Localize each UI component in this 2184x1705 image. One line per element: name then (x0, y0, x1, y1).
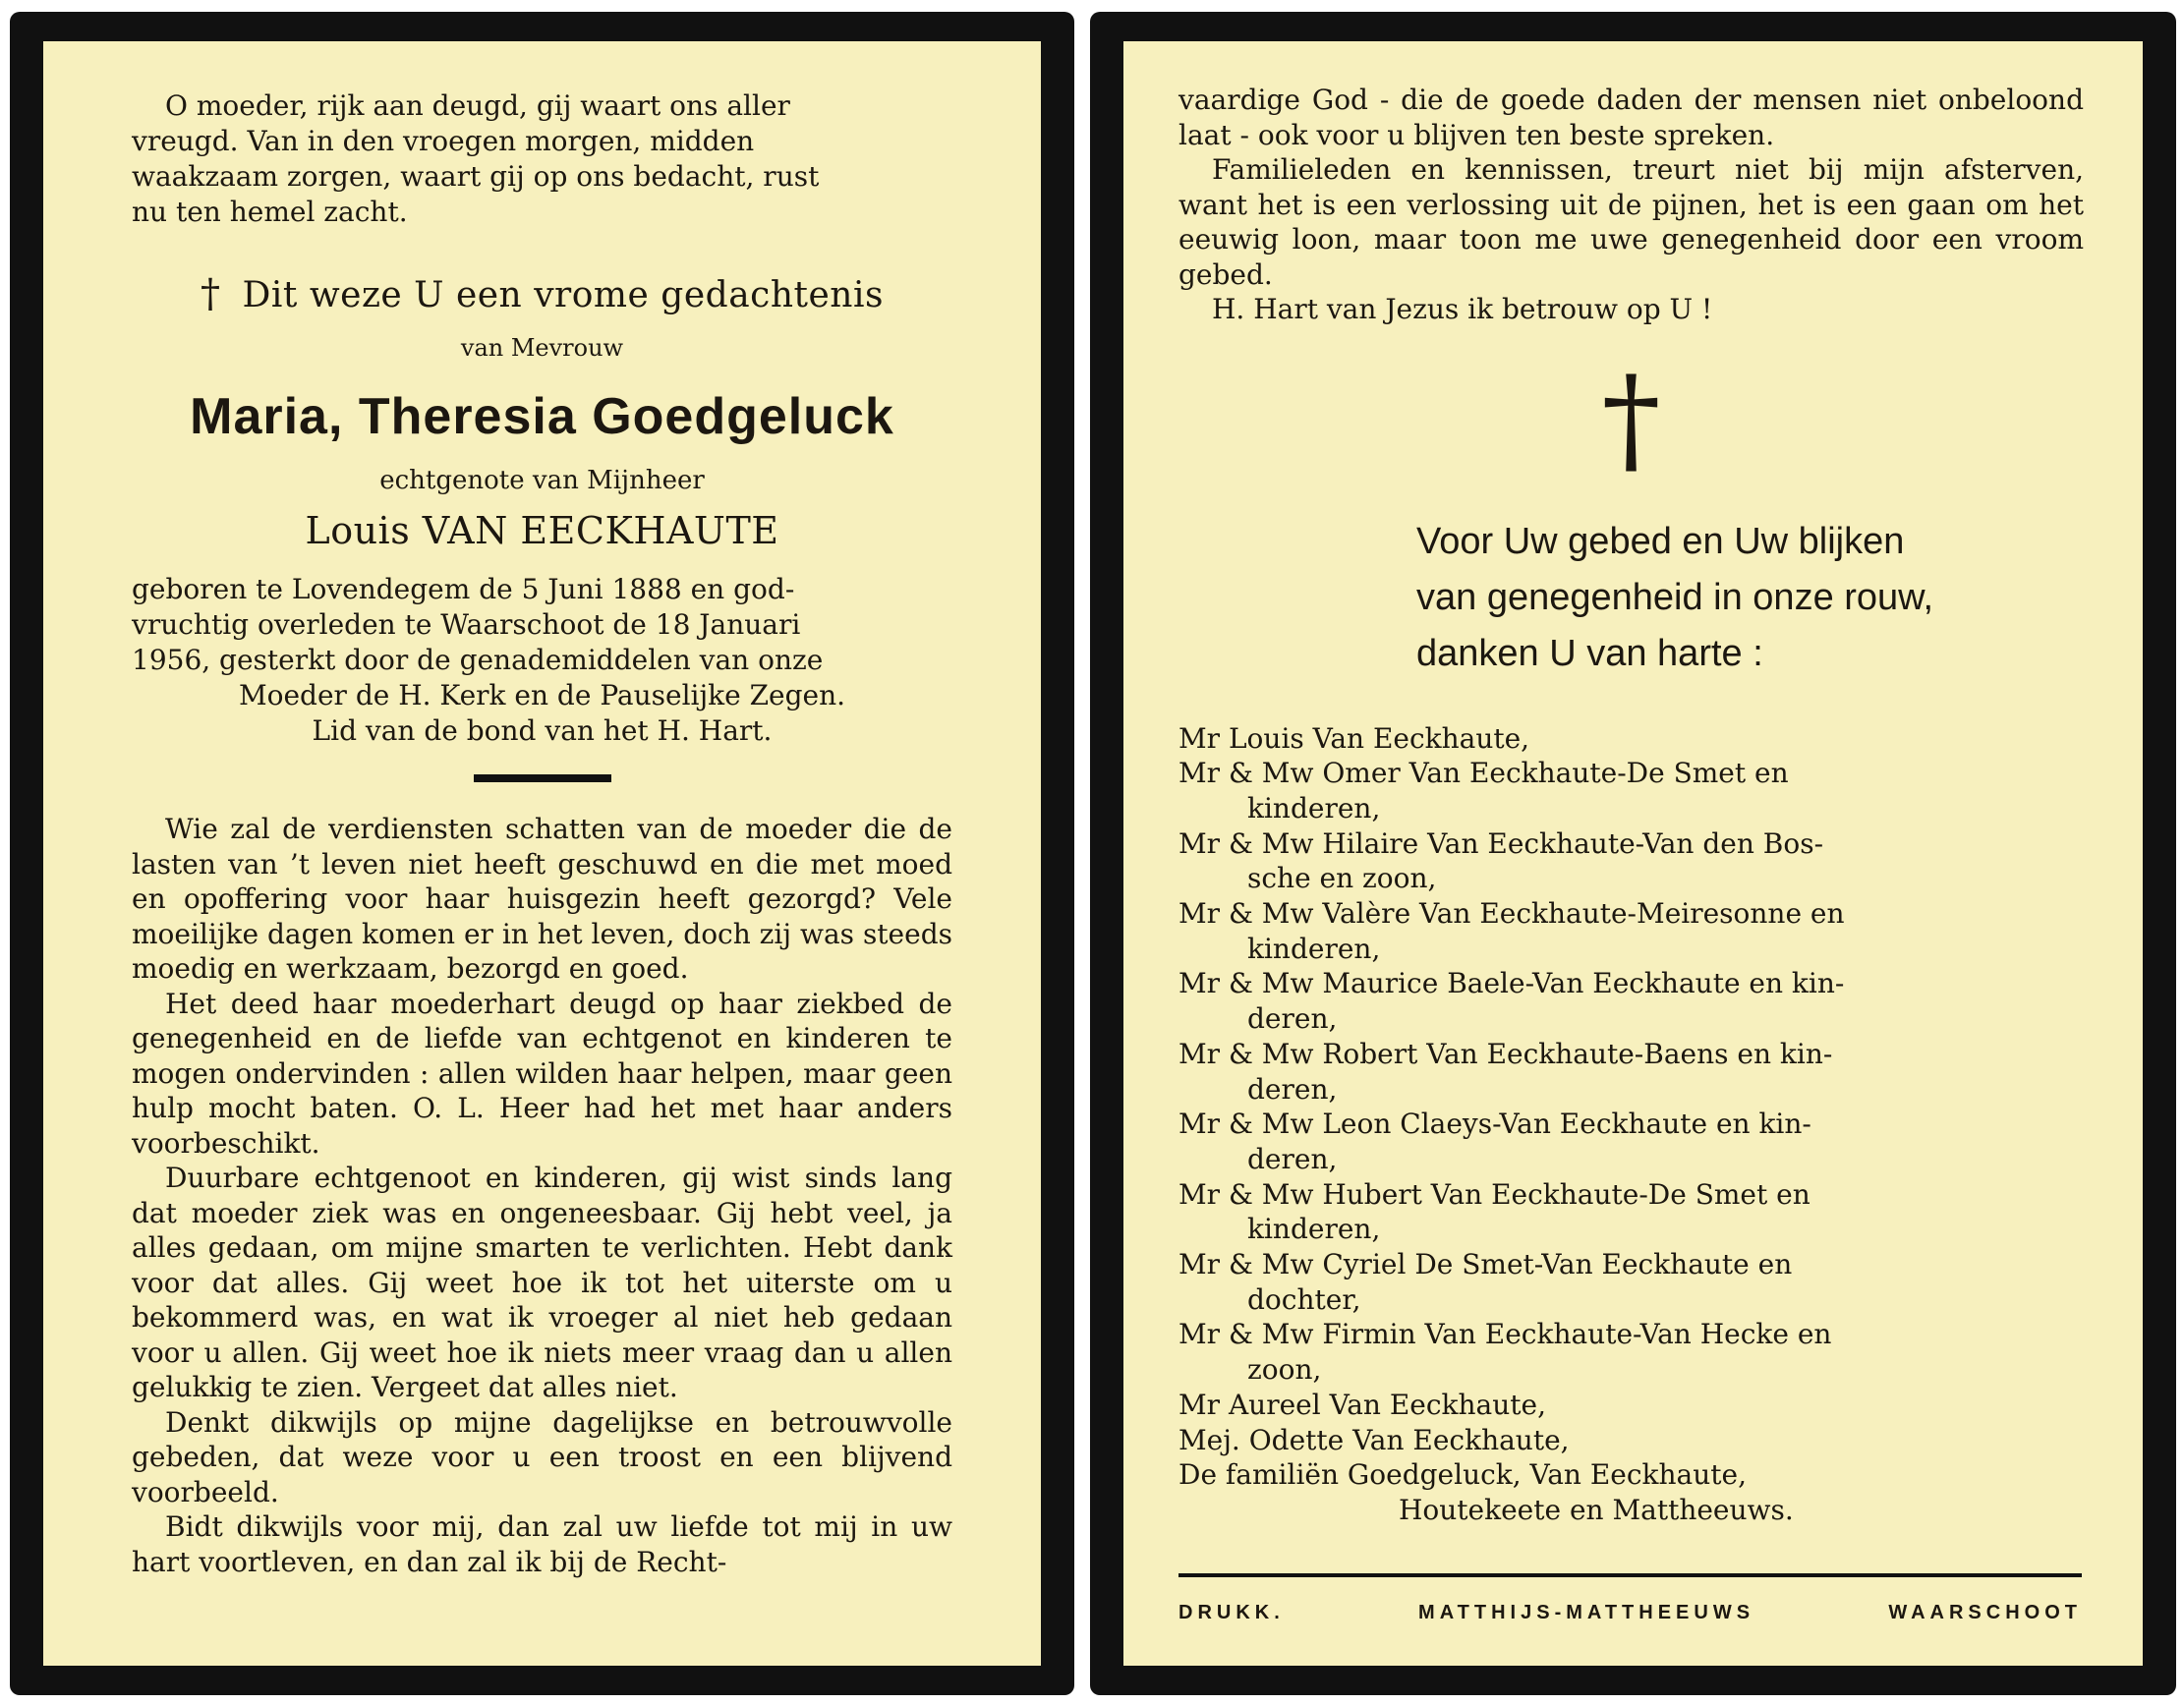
memorial-heading-row (132, 271, 952, 316)
memorial-paragraph: Wie zal de verdiensten schatten van de moeder die de lasten van ’t leven niet heeft geschuwd en die met moed en opoffering voor haar huisgezin heeft gezorgd? Vele moeilijke dagen komen er in het leven, doch zij was steeds moedig en werkzaam, bezorgd en goed. (132, 813, 952, 985)
family-entry-line: Mr & Mw Cyriel De Smet-Van Eeckhaute en (1178, 1248, 1793, 1281)
memorial-paragraph: Familieleden en kennissen, treurt niet bij mijn afsterven, want het is een verlossing uit de pijnen, het is een gaan om het eeuwig loon, maar toon me uwe genegenheid door een vroom gebed. (1178, 153, 2084, 291)
memorial-paragraph: Bidt dikwijls voor mij, dan zal uw liefde tot mij in uw hart voortleven, en dan zal ik bij de Recht- (132, 1510, 952, 1578)
family-list (1178, 721, 2084, 1493)
right-paper (1123, 41, 2143, 1666)
family-entry-continuation: zoon, (1247, 1353, 1322, 1387)
family-line-text: Houtekeete en Mattheeuws. (1399, 1493, 1794, 1526)
family-entry (1178, 1317, 2084, 1387)
family-entry-line: De familiën Goedgeluck, Van Eeckhaute, (1178, 1458, 1747, 1492)
printer-part: WAARSCHOOT (1888, 1602, 2082, 1623)
family-entry-continuation: kinderen, (1247, 791, 1381, 824)
family-entry-line: Mr Louis Van Eeckhaute, (1178, 721, 1530, 755)
family-entry (1178, 896, 2084, 966)
family-entry-line: Mr & Mw Leon Claeys-Van Eeckhaute en kin- (1178, 1108, 1811, 1141)
memorial-paragraph: Het deed haar moederhart deugd op haar ziekbed de genegenheid en de liefde van echtgenot en kinderen te mogen ondervinden : allen wilden haar helpen, maar geen hulp mocht baten. O. L. Heer had het met haar anders voorbeschikt. (132, 987, 952, 1160)
family-entry (1178, 1423, 2084, 1458)
family-entry (1178, 1177, 2084, 1247)
family-entry-line: Mej. Odette Van Eeckhaute, (1178, 1423, 1570, 1456)
verse-line: O moeder, rijk aan deugd, gij waart ons aller (165, 89, 790, 122)
thanks-line: danken U van harte : (1416, 632, 1763, 674)
thanks-block (1416, 514, 2084, 682)
family-entry (1178, 756, 2084, 825)
thanks-line: van genegenheid in onze rouw, (1416, 576, 1934, 618)
family-entry-line: Mr Aureel Van Eeckhaute, (1178, 1388, 1547, 1421)
footer-rule (1178, 1573, 2082, 1577)
memorial-paragraph: Duurbare echtgenoot en kinderen, gij wist sinds lang dat moeder ziek was en ongeneesbaar. Gij hebt veel, ja alles gedaan, om mijne smarten te verlichten. Hebt dank voor dat alles. Gij weet hoe ik tot het uiterste om u bekommerd was, en wat ik vroeger al niet heb gedaan voor u allen. Gij weet hoe ik niets meer vraag dan u allen gelukkig te zien. Vergeet dat alles niet. (132, 1162, 952, 1403)
cross-icon: † (201, 271, 221, 316)
bio-line: geboren te Lovendegem de 5 Juni 1888 en god- (132, 573, 795, 605)
family-entry (1178, 1107, 2084, 1176)
family-entry-continuation: deren, (1247, 1072, 1338, 1106)
family-entry (1178, 966, 2084, 1036)
family-entry-line: Mr & Mw Omer Van Eeckhaute-De Smet en (1178, 757, 1789, 790)
family-entry-continuation: kinderen, (1247, 932, 1381, 965)
family-entry (1178, 721, 2084, 757)
memorial-paragraph: Denkt dikwijls op mijne dagelijkse en betrouwvolle gebeden, dat weze voor u een troost en een blijvend voorbeeld. (132, 1405, 952, 1508)
spouse-name: Louis VAN EECKHAUTE (305, 509, 779, 552)
bio-line: vruchtig overleden te Waarschoot de 18 Januari (132, 608, 801, 641)
opening-verse (132, 88, 952, 230)
family-entry-line: Mr & Mw Valère Van Eeckhaute-Meiresonne en (1178, 897, 1845, 931)
family-entry-continuation: kinderen, (1247, 1213, 1381, 1246)
family-entry-line: Mr & Mw Hubert Van Eeckhaute-De Smet en (1178, 1177, 1810, 1211)
family-entry-line: Mr & Mw Hilaire Van Eeckhaute-Van den Bos- (1178, 826, 1824, 860)
continued-text (1178, 83, 2084, 327)
verse-line: waakzaam zorgen, waart gij op ons bedacht, rust (132, 160, 820, 193)
printer-part: DRUKK. (1178, 1602, 1285, 1623)
memorial-paragraph: H. Hart van Jezus ik betrouw op U ! (1212, 293, 1713, 325)
family-entry-line: Mr & Mw Maurice Baele-Van Eeckhaute en kin- (1178, 967, 1845, 1000)
bio-line: Lid van de bond van het H. Hart. (312, 714, 773, 747)
family-entry (1178, 1457, 2084, 1493)
family-entry (1178, 1388, 2084, 1423)
family-entry-continuation: dochter, (1247, 1282, 1361, 1316)
printer-part: MATTHIJS-MATTHEEUWS (1418, 1602, 1755, 1623)
verse-line: nu ten hemel zacht. (132, 196, 408, 228)
van-mevrouw: van Mevrouw (460, 334, 624, 362)
right-card-page (1090, 12, 2176, 1695)
divider-bar (474, 774, 611, 782)
memorial-heading: Dit weze U een vrome gedachtenis (242, 275, 884, 315)
family-entry-continuation: deren, (1247, 1002, 1338, 1036)
bio-line: 1956, gesterkt door de genademiddelen van onze (132, 644, 824, 676)
family-entry-line: Mr & Mw Firmin Van Eeckhaute-Van Hecke en (1178, 1318, 1832, 1351)
bio-line: Moeder de H. Kerk en de Pauselijke Zegen. (238, 679, 846, 711)
family-entry-continuation: sche en zoon, (1247, 862, 1437, 895)
spouse-intro: echtgenote van Mijnheer (379, 466, 705, 495)
printer-credit (1178, 1602, 2082, 1624)
cross-icon: † (1601, 351, 1661, 488)
family-entry-line: Mr & Mw Robert Van Eeckhaute-Baens en kin- (1178, 1037, 1833, 1070)
memorial-paragraph: vaardige God - die de goede daden der mensen niet onbeloond laat - ook voor u blijven ten beste spreken. (1178, 84, 2084, 151)
verse-line: vreugd. Van in den vroegen morgen, midden (132, 125, 755, 157)
left-card-page (10, 12, 1074, 1695)
family-entry (1178, 1037, 2084, 1107)
memorial-text (132, 812, 952, 1579)
biography (132, 572, 952, 749)
deceased-name: Maria, Theresia Goedgeluck (190, 388, 894, 445)
family-entry-continuation: deren, (1247, 1142, 1338, 1175)
left-paper (43, 41, 1041, 1666)
thanks-line: Voor Uw gebed en Uw blijken (1416, 520, 1905, 562)
family-last-line (1178, 1493, 2084, 1528)
family-entry (1178, 1247, 2084, 1317)
family-entry (1178, 826, 2084, 896)
